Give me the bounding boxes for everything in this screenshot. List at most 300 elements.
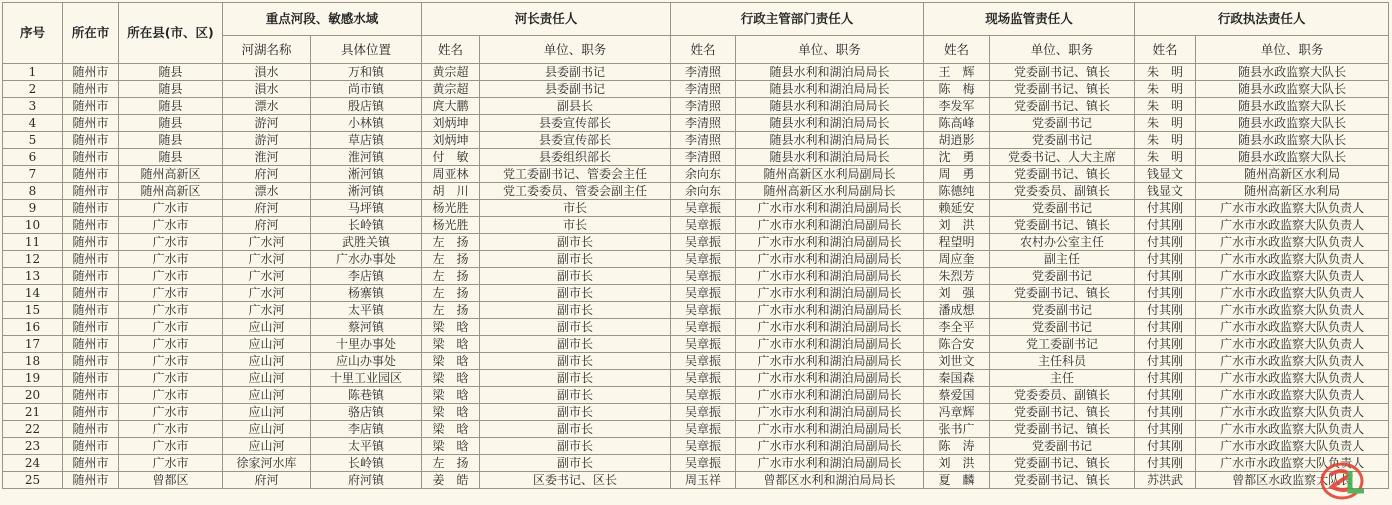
cell-chief-unit: 区委书记、区长 [480, 472, 671, 489]
cell-river-name: 广水河 [223, 234, 311, 251]
table-row [3, 217, 1389, 234]
cell-county: 广水市 [119, 438, 223, 455]
cell-law-unit: 广水市水政监察大队负责人 [1196, 234, 1389, 251]
cell-river-name: 徐家河水库 [223, 455, 311, 472]
header-county: 所在县(市、区) [119, 3, 223, 64]
watermark-logo-icon [1320, 461, 1384, 501]
cell-seq: 14 [3, 285, 63, 302]
cell-county: 随州高新区 [119, 183, 223, 200]
cell-law-name: 付其刚 [1135, 455, 1196, 472]
cell-field-name: 李全平 [924, 319, 990, 336]
cell-law-name: 付其刚 [1135, 421, 1196, 438]
cell-location: 李店镇 [311, 268, 422, 285]
cell-chief-unit: 市长 [480, 200, 671, 217]
cell-river-name: 广水河 [223, 285, 311, 302]
cell-river-name: 府河 [223, 200, 311, 217]
cell-admin-unit: 随州高新区水利局副局长 [736, 166, 924, 183]
cell-location: 万和镇 [311, 64, 422, 81]
cell-admin-unit: 广水市水利和湖泊局副局长 [736, 251, 924, 268]
cell-admin-name: 吴章振 [671, 200, 736, 217]
cell-admin-name: 吴章振 [671, 438, 736, 455]
cell-river-name: 漂水 [223, 183, 311, 200]
cell-location: 尚市镇 [311, 81, 422, 98]
cell-seq: 18 [3, 353, 63, 370]
cell-field-name: 陈德纯 [924, 183, 990, 200]
cell-chief-unit: 副市长 [480, 404, 671, 421]
cell-city: 随州市 [63, 234, 119, 251]
cell-chief-unit: 县委组织部长 [480, 149, 671, 166]
cell-admin-name: 吴章振 [671, 455, 736, 472]
cell-law-unit: 曾都区水政监察大队长 [1196, 472, 1389, 489]
cell-chief-unit: 副市长 [480, 302, 671, 319]
cell-county: 广水市 [119, 404, 223, 421]
cell-field-name: 冯章辉 [924, 404, 990, 421]
cell-location: 太平镇 [311, 302, 422, 319]
cell-county: 随县 [119, 132, 223, 149]
table-row [3, 64, 1389, 81]
cell-chief-name: 黄宗超 [422, 81, 480, 98]
table-row [3, 166, 1389, 183]
cell-chief-name: 付 敏 [422, 149, 480, 166]
cell-admin-name: 李清照 [671, 64, 736, 81]
cell-field-name: 夏 麟 [924, 472, 990, 489]
table-row [3, 183, 1389, 200]
cell-chief-name: 梁 晗 [422, 353, 480, 370]
cell-admin-unit: 随县水利和湖泊局局长 [736, 132, 924, 149]
cell-field-name: 陈 涛 [924, 438, 990, 455]
cell-field-unit: 副主任 [990, 251, 1135, 268]
cell-county: 广水市 [119, 251, 223, 268]
cell-admin-unit: 广水市水利和湖泊局副局长 [736, 370, 924, 387]
cell-field-name: 赖延安 [924, 200, 990, 217]
cell-field-name: 李发军 [924, 98, 990, 115]
cell-chief-name: 刘炳坤 [422, 132, 480, 149]
cell-seq: 16 [3, 319, 63, 336]
cell-location: 十里工业园区 [311, 370, 422, 387]
cell-admin-unit: 广水市水利和湖泊局副局长 [736, 455, 924, 472]
cell-river-name: 应山河 [223, 319, 311, 336]
cell-field-name: 陈 梅 [924, 81, 990, 98]
cell-city: 随州市 [63, 81, 119, 98]
cell-river-name: 应山河 [223, 438, 311, 455]
cell-field-unit: 党委副书记、镇长 [990, 404, 1135, 421]
cell-field-name: 朱烈芳 [924, 268, 990, 285]
cell-law-name: 朱 明 [1135, 132, 1196, 149]
cell-chief-unit: 副市长 [480, 285, 671, 302]
cell-chief-unit: 副市长 [480, 387, 671, 404]
cell-field-name: 刘 洪 [924, 217, 990, 234]
cell-field-unit: 党委副书记 [990, 438, 1135, 455]
cell-law-name: 付其刚 [1135, 404, 1196, 421]
cell-city: 随州市 [63, 404, 119, 421]
cell-location: 马坪镇 [311, 200, 422, 217]
cell-field-name: 刘世文 [924, 353, 990, 370]
cell-seq: 4 [3, 115, 63, 132]
cell-law-name: 付其刚 [1135, 234, 1196, 251]
cell-admin-name: 吴章振 [671, 268, 736, 285]
cell-seq: 3 [3, 98, 63, 115]
cell-admin-name: 吴章振 [671, 336, 736, 353]
table-row [3, 319, 1389, 336]
cell-chief-unit: 副市长 [480, 268, 671, 285]
cell-law-unit: 随州高新区水利局 [1196, 183, 1389, 200]
header-field-group: 现场监管责任人 [924, 3, 1135, 36]
cell-county: 广水市 [119, 455, 223, 472]
cell-law-name: 苏洪武 [1135, 472, 1196, 489]
cell-field-unit: 党委副书记 [990, 115, 1135, 132]
cell-field-name: 陈合安 [924, 336, 990, 353]
cell-law-name: 付其刚 [1135, 285, 1196, 302]
cell-field-name: 陈高峰 [924, 115, 990, 132]
cell-seq: 23 [3, 438, 63, 455]
cell-field-unit: 党委副书记 [990, 319, 1135, 336]
cell-admin-unit: 随县水利和湖泊局局长 [736, 64, 924, 81]
cell-location: 十里办事处 [311, 336, 422, 353]
cell-field-name: 刘 强 [924, 285, 990, 302]
header-field-name: 姓名 [924, 36, 990, 64]
cell-county: 广水市 [119, 336, 223, 353]
cell-law-unit: 广水市水政监察大队负责人 [1196, 421, 1389, 438]
table-row [3, 251, 1389, 268]
cell-law-name: 付其刚 [1135, 200, 1196, 217]
cell-chief-name: 杨光胜 [422, 200, 480, 217]
cell-admin-name: 吴章振 [671, 370, 736, 387]
cell-location: 淅河镇 [311, 166, 422, 183]
cell-field-unit: 党委副书记、镇长 [990, 455, 1135, 472]
table-row [3, 149, 1389, 166]
table-row [3, 285, 1389, 302]
cell-county: 曾都区 [119, 472, 223, 489]
cell-seq: 17 [3, 336, 63, 353]
cell-admin-name: 李清照 [671, 81, 736, 98]
cell-admin-name: 李清照 [671, 132, 736, 149]
cell-admin-unit: 随县水利和湖泊局局长 [736, 81, 924, 98]
cell-county: 随县 [119, 115, 223, 132]
cell-county: 广水市 [119, 370, 223, 387]
cell-field-unit: 主任科员 [990, 353, 1135, 370]
cell-location: 骆店镇 [311, 404, 422, 421]
cell-chief-unit: 副市长 [480, 455, 671, 472]
cell-field-name: 程望明 [924, 234, 990, 251]
cell-law-unit: 随县水政监察大队长 [1196, 98, 1389, 115]
header-river-name: 河湖名称 [223, 36, 311, 64]
cell-city: 随州市 [63, 115, 119, 132]
cell-river-name: 溳水 [223, 64, 311, 81]
cell-law-unit: 广水市水政监察大队负责人 [1196, 404, 1389, 421]
cell-field-unit: 党委委员、副镇长 [990, 387, 1135, 404]
cell-chief-name: 左 扬 [422, 302, 480, 319]
cell-city: 随州市 [63, 268, 119, 285]
cell-field-unit: 党委副书记、镇长 [990, 64, 1135, 81]
cell-river-name: 应山河 [223, 353, 311, 370]
cell-admin-name: 吴章振 [671, 302, 736, 319]
header-law-unit: 单位、职务 [1196, 36, 1389, 64]
cell-admin-unit: 随县水利和湖泊局局长 [736, 115, 924, 132]
cell-law-unit: 广水市水政监察大队负责人 [1196, 438, 1389, 455]
cell-admin-name: 余向东 [671, 166, 736, 183]
cell-admin-unit: 广水市水利和湖泊局副局长 [736, 336, 924, 353]
header-admin-name: 姓名 [671, 36, 736, 64]
cell-city: 随州市 [63, 200, 119, 217]
header-seq: 序号 [3, 3, 63, 64]
cell-law-name: 朱 明 [1135, 115, 1196, 132]
cell-chief-unit: 副市长 [480, 234, 671, 251]
cell-location: 广水办事处 [311, 251, 422, 268]
cell-location: 小林镇 [311, 115, 422, 132]
table-body [3, 64, 1389, 489]
cell-chief-name: 庹大鹏 [422, 98, 480, 115]
cell-field-name: 周 勇 [924, 166, 990, 183]
cell-admin-name: 吴章振 [671, 285, 736, 302]
cell-admin-unit: 曾都区水利和湖泊局局长 [736, 472, 924, 489]
cell-chief-name: 左 扬 [422, 285, 480, 302]
river-responsibility-table [2, 2, 1389, 489]
cell-field-name: 沈 勇 [924, 149, 990, 166]
cell-river-name: 应山河 [223, 387, 311, 404]
cell-county: 随县 [119, 149, 223, 166]
cell-location: 长岭镇 [311, 217, 422, 234]
header-chief-group: 河长责任人 [422, 3, 671, 36]
cell-seq: 9 [3, 200, 63, 217]
cell-seq: 21 [3, 404, 63, 421]
cell-law-unit: 随县水政监察大队长 [1196, 81, 1389, 98]
table-row [3, 455, 1389, 472]
cell-admin-unit: 广水市水利和湖泊局副局长 [736, 353, 924, 370]
header-admin-group: 行政主管部门责任人 [671, 3, 924, 36]
cell-chief-name: 姜 皓 [422, 472, 480, 489]
cell-location: 淮河镇 [311, 149, 422, 166]
cell-field-name: 张书广 [924, 421, 990, 438]
cell-field-unit: 党委委员、副镇长 [990, 183, 1135, 200]
cell-chief-name: 梁 晗 [422, 336, 480, 353]
cell-law-name: 付其刚 [1135, 336, 1196, 353]
cell-field-name: 蔡爱国 [924, 387, 990, 404]
cell-field-unit: 农村办公室主任 [990, 234, 1135, 251]
cell-river-name: 府河 [223, 217, 311, 234]
cell-field-unit: 党委副书记、镇长 [990, 472, 1135, 489]
cell-river-name: 淮河 [223, 149, 311, 166]
cell-admin-name: 周玉祥 [671, 472, 736, 489]
cell-law-name: 钱显文 [1135, 166, 1196, 183]
cell-law-name: 付其刚 [1135, 217, 1196, 234]
cell-chief-unit: 副市长 [480, 319, 671, 336]
cell-chief-unit: 副市长 [480, 353, 671, 370]
cell-location: 杨寨镇 [311, 285, 422, 302]
cell-field-name: 刘 洪 [924, 455, 990, 472]
cell-admin-unit: 随县水利和湖泊局局长 [736, 149, 924, 166]
header-admin-unit: 单位、职务 [736, 36, 924, 64]
cell-law-unit: 广水市水政监察大队负责人 [1196, 455, 1389, 472]
cell-admin-name: 余向东 [671, 183, 736, 200]
cell-chief-unit: 副市长 [480, 336, 671, 353]
header-location: 具体位置 [311, 36, 422, 64]
header-city: 所在市 [63, 3, 119, 64]
cell-seq: 22 [3, 421, 63, 438]
cell-admin-name: 李清照 [671, 149, 736, 166]
cell-river-name: 府河 [223, 472, 311, 489]
cell-field-unit: 党委副书记 [990, 132, 1135, 149]
cell-admin-unit: 广水市水利和湖泊局副局长 [736, 285, 924, 302]
table-row [3, 268, 1389, 285]
cell-county: 广水市 [119, 302, 223, 319]
cell-admin-unit: 广水市水利和湖泊局副局长 [736, 404, 924, 421]
cell-seq: 19 [3, 370, 63, 387]
cell-city: 随州市 [63, 285, 119, 302]
cell-river-name: 游河 [223, 132, 311, 149]
cell-river-name: 应山河 [223, 370, 311, 387]
table-row [3, 81, 1389, 98]
cell-field-unit: 党委副书记 [990, 268, 1135, 285]
cell-chief-name: 梁 晗 [422, 387, 480, 404]
cell-location: 草店镇 [311, 132, 422, 149]
cell-chief-name: 杨光胜 [422, 217, 480, 234]
cell-city: 随州市 [63, 319, 119, 336]
table-row [3, 98, 1389, 115]
cell-law-name: 付其刚 [1135, 302, 1196, 319]
cell-field-unit: 党委副书记、镇长 [990, 166, 1135, 183]
cell-city: 随州市 [63, 166, 119, 183]
cell-field-unit: 党委副书记、镇长 [990, 285, 1135, 302]
cell-river-name: 游河 [223, 115, 311, 132]
cell-field-name: 秦国森 [924, 370, 990, 387]
cell-law-name: 付其刚 [1135, 319, 1196, 336]
cell-law-unit: 广水市水政监察大队负责人 [1196, 217, 1389, 234]
cell-city: 随州市 [63, 217, 119, 234]
cell-location: 应山办事处 [311, 353, 422, 370]
cell-seq: 6 [3, 149, 63, 166]
cell-city: 随州市 [63, 353, 119, 370]
cell-river-name: 广水河 [223, 302, 311, 319]
cell-law-name: 钱显文 [1135, 183, 1196, 200]
cell-field-unit: 党委副书记、镇长 [990, 98, 1135, 115]
cell-location: 淅河镇 [311, 183, 422, 200]
table-row [3, 421, 1389, 438]
cell-location: 府河镇 [311, 472, 422, 489]
cell-river-name: 应山河 [223, 336, 311, 353]
cell-law-name: 付其刚 [1135, 387, 1196, 404]
cell-city: 随州市 [63, 64, 119, 81]
cell-field-unit: 党委副书记 [990, 200, 1135, 217]
cell-seq: 10 [3, 217, 63, 234]
cell-field-unit: 党委副书记、镇长 [990, 421, 1135, 438]
cell-admin-unit: 广水市水利和湖泊局副局长 [736, 319, 924, 336]
cell-chief-name: 左 扬 [422, 251, 480, 268]
cell-chief-name: 左 扬 [422, 234, 480, 251]
cell-county: 广水市 [119, 285, 223, 302]
cell-city: 随州市 [63, 132, 119, 149]
header-river-group: 重点河段、敏感水域 [223, 3, 422, 36]
cell-river-name: 广水河 [223, 268, 311, 285]
cell-county: 广水市 [119, 217, 223, 234]
cell-river-name: 漂水 [223, 98, 311, 115]
cell-county: 广水市 [119, 200, 223, 217]
cell-county: 随县 [119, 98, 223, 115]
cell-city: 随州市 [63, 438, 119, 455]
cell-admin-unit: 随州高新区水利局副局长 [736, 183, 924, 200]
cell-law-name: 付其刚 [1135, 370, 1196, 387]
cell-law-unit: 广水市水政监察大队负责人 [1196, 387, 1389, 404]
cell-chief-name: 周亚林 [422, 166, 480, 183]
cell-admin-unit: 随县水利和湖泊局局长 [736, 98, 924, 115]
cell-chief-unit: 副市长 [480, 370, 671, 387]
cell-field-unit: 党工委副书记 [990, 336, 1135, 353]
cell-county: 广水市 [119, 421, 223, 438]
table-row [3, 234, 1389, 251]
table-row [3, 353, 1389, 370]
cell-county: 广水市 [119, 234, 223, 251]
table-row [3, 404, 1389, 421]
cell-river-name: 广水河 [223, 251, 311, 268]
cell-chief-unit: 县委副书记 [480, 64, 671, 81]
cell-seq: 15 [3, 302, 63, 319]
cell-city: 随州市 [63, 251, 119, 268]
header-law-name: 姓名 [1135, 36, 1196, 64]
cell-chief-unit: 副市长 [480, 251, 671, 268]
cell-admin-unit: 广水市水利和湖泊局副局长 [736, 421, 924, 438]
header-field-unit: 单位、职务 [990, 36, 1135, 64]
cell-chief-unit: 副市长 [480, 421, 671, 438]
table-row [3, 132, 1389, 149]
cell-admin-unit: 广水市水利和湖泊局副局长 [736, 200, 924, 217]
cell-law-name: 朱 明 [1135, 81, 1196, 98]
cell-river-name: 应山河 [223, 404, 311, 421]
cell-admin-name: 吴章振 [671, 353, 736, 370]
cell-city: 随州市 [63, 183, 119, 200]
cell-chief-name: 梁 晗 [422, 438, 480, 455]
header-law-group: 行政执法责任人 [1135, 3, 1389, 36]
cell-admin-name: 吴章振 [671, 251, 736, 268]
cell-chief-name: 刘炳坤 [422, 115, 480, 132]
cell-city: 随州市 [63, 149, 119, 166]
cell-city: 随州市 [63, 455, 119, 472]
cell-admin-unit: 广水市水利和湖泊局副局长 [736, 268, 924, 285]
cell-city: 随州市 [63, 472, 119, 489]
cell-admin-name: 吴章振 [671, 421, 736, 438]
cell-county: 广水市 [119, 268, 223, 285]
cell-law-unit: 广水市水政监察大队负责人 [1196, 370, 1389, 387]
cell-admin-name: 吴章振 [671, 387, 736, 404]
cell-law-name: 朱 明 [1135, 149, 1196, 166]
cell-field-name: 潘成想 [924, 302, 990, 319]
cell-location: 武胜关镇 [311, 234, 422, 251]
cell-chief-unit: 县委宣传部长 [480, 132, 671, 149]
cell-law-unit: 随县水政监察大队长 [1196, 132, 1389, 149]
cell-law-name: 付其刚 [1135, 353, 1196, 370]
cell-county: 广水市 [119, 387, 223, 404]
cell-seq: 7 [3, 166, 63, 183]
cell-chief-unit: 党工委委员、管委会副主任 [480, 183, 671, 200]
cell-law-unit: 广水市水政监察大队负责人 [1196, 200, 1389, 217]
cell-seq: 24 [3, 455, 63, 472]
cell-admin-unit: 广水市水利和湖泊局副局长 [736, 234, 924, 251]
cell-law-unit: 广水市水政监察大队负责人 [1196, 285, 1389, 302]
cell-river-name: 应山河 [223, 421, 311, 438]
cell-city: 随州市 [63, 98, 119, 115]
table-row [3, 387, 1389, 404]
table-row [3, 336, 1389, 353]
cell-location: 殷店镇 [311, 98, 422, 115]
cell-admin-unit: 广水市水利和湖泊局副局长 [736, 217, 924, 234]
cell-seq: 13 [3, 268, 63, 285]
cell-chief-unit: 副县长 [480, 98, 671, 115]
cell-admin-name: 吴章振 [671, 234, 736, 251]
table-row [3, 200, 1389, 217]
cell-chief-unit: 县委宣传部长 [480, 115, 671, 132]
cell-chief-unit: 县委副书记 [480, 81, 671, 98]
cell-river-name: 溳水 [223, 81, 311, 98]
cell-chief-unit: 党工委副书记、管委会主任 [480, 166, 671, 183]
cell-seq: 8 [3, 183, 63, 200]
